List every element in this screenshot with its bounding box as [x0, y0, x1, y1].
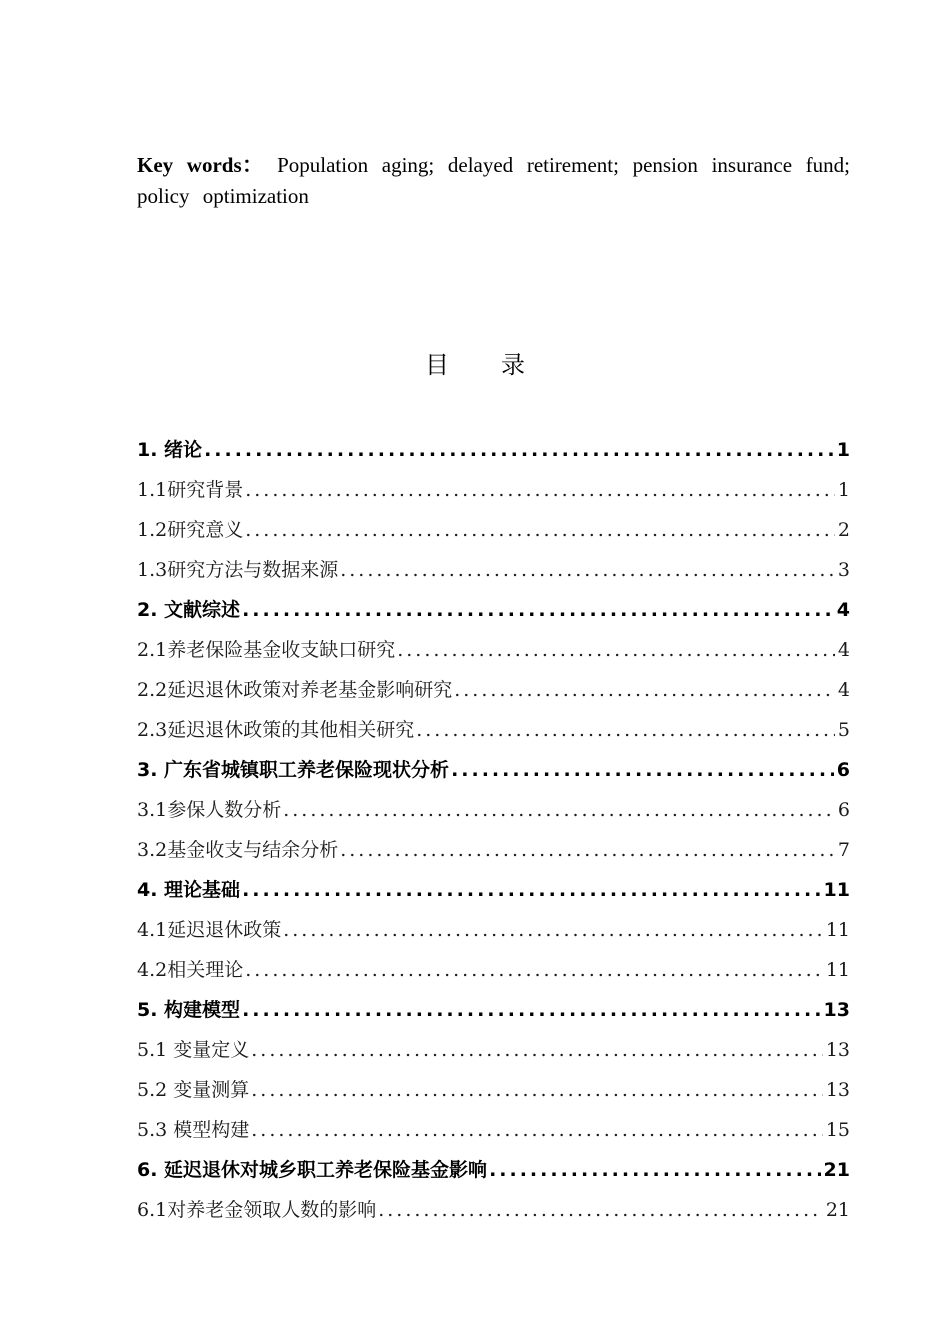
toc-entry-page: 13: [823, 999, 850, 1021]
toc-section-entry[interactable]: [137, 910, 850, 950]
toc-entry-title: 1.1研究背景: [137, 479, 244, 501]
keywords-paragraph: [137, 150, 850, 212]
toc-entry-page: 6: [836, 759, 850, 781]
keywords-label: Key words：: [137, 153, 264, 177]
toc-title: 目录: [425, 351, 577, 379]
toc-section-entry[interactable]: [137, 830, 850, 870]
toc-entry-title: 3.2基金收支与结余分析: [137, 839, 339, 861]
toc-dot-leader: [245, 510, 835, 550]
toc-section-entry[interactable]: [137, 790, 850, 830]
toc-entry-page: 4: [837, 679, 850, 701]
toc-dot-leader: [242, 990, 820, 1030]
toc-entry-page: 4: [837, 639, 850, 661]
toc-chapter-entry[interactable]: [137, 870, 850, 910]
toc-entry-title: 5. 构建模型: [137, 999, 241, 1021]
toc-dot-leader: [251, 1070, 823, 1110]
toc-entry-page: 1: [837, 479, 850, 501]
toc-entry-title: 4. 理论基础: [137, 879, 241, 901]
toc-section-entry[interactable]: [137, 550, 850, 590]
toc-chapter-entry[interactable]: [137, 750, 850, 790]
toc-entry-title: 5.3 模型构建: [137, 1119, 250, 1141]
toc-dot-leader: [245, 470, 835, 510]
toc-entry-title: 1.2研究意义: [137, 519, 244, 541]
toc-section-entry[interactable]: [137, 950, 850, 990]
toc-entry-title: 2.1养老保险基金收支缺口研究: [137, 639, 396, 661]
toc-section-entry[interactable]: [137, 470, 850, 510]
toc-entry-page: 7: [837, 839, 850, 861]
toc-section-entry[interactable]: [137, 710, 850, 750]
toc-entry-page: 5: [837, 719, 850, 741]
toc-entry-page: 15: [825, 1119, 850, 1141]
toc-dot-leader: [397, 630, 835, 670]
toc-section-entry[interactable]: [137, 630, 850, 670]
toc-dot-leader: [251, 1110, 823, 1150]
toc-dot-leader: [454, 670, 835, 710]
toc-entry-page: 13: [825, 1079, 850, 1101]
toc-dot-leader: [251, 1030, 823, 1070]
toc-entry-page: 6: [837, 799, 850, 821]
toc-dot-leader: [340, 550, 835, 590]
toc-entry-page: 2: [837, 519, 850, 541]
toc-entry-title: 5.1 变量定义: [137, 1039, 250, 1061]
toc-entry-page: 11: [825, 959, 850, 981]
toc-section-entry[interactable]: [137, 1030, 850, 1070]
toc-entry-title: 3.1参保人数分析: [137, 799, 282, 821]
toc-dot-leader: [416, 710, 835, 750]
toc-dot-leader: [242, 590, 834, 630]
toc-entry-page: 21: [825, 1199, 850, 1221]
toc-entry-title: 1.3研究方法与数据来源: [137, 559, 339, 581]
toc-entry-page: 21: [823, 1159, 850, 1181]
toc-entry-page: 11: [823, 879, 850, 901]
toc-entry-title: 6. 延迟退休对城乡职工养老保险基金影响: [137, 1159, 488, 1181]
toc-entry-title: 5.2 变量测算: [137, 1079, 250, 1101]
toc-entry-title: 2. 文献综述: [137, 599, 241, 621]
toc-dot-leader: [204, 430, 834, 470]
toc-section-entry[interactable]: [137, 1190, 850, 1230]
toc-chapter-entry[interactable]: [137, 1150, 850, 1190]
toc-entry-page: 3: [837, 559, 850, 581]
keywords-text: Population aging; delayed retirement; pension insurance fund; policy optimization: [137, 153, 851, 208]
toc-dot-leader: [242, 870, 820, 910]
toc-section-entry[interactable]: [137, 1110, 850, 1150]
toc-entry-page: 1: [836, 439, 850, 461]
toc-section-entry[interactable]: [137, 510, 850, 550]
toc-dot-leader: [378, 1190, 823, 1230]
toc-entry-title: 6.1对养老金领取人数的影响: [137, 1199, 377, 1221]
toc-entry-page: 11: [825, 919, 850, 941]
toc-dot-leader: [283, 790, 835, 830]
toc-dot-leader: [489, 1150, 820, 1190]
toc-entry-page: 13: [825, 1039, 850, 1061]
toc-dot-leader: [283, 910, 823, 950]
toc-section-entry[interactable]: [137, 1070, 850, 1110]
toc-chapter-entry[interactable]: [137, 990, 850, 1030]
toc-entry-title: 2.2延迟退休政策对养老基金影响研究: [137, 679, 453, 701]
toc-entry-title: 4.1延迟退休政策: [137, 919, 282, 941]
toc-dot-leader: [245, 950, 823, 990]
toc-dot-leader: [451, 750, 834, 790]
toc-entry-title: 2.3延迟退休政策的其他相关研究: [137, 719, 415, 741]
toc-entry-page: 4: [836, 599, 850, 621]
toc-entry-title: 1. 绪论: [137, 439, 203, 461]
toc-chapter-entry[interactable]: [137, 430, 850, 470]
toc-entry-title: 4.2相关理论: [137, 959, 244, 981]
toc-section-entry[interactable]: [137, 670, 850, 710]
toc-chapter-entry[interactable]: [137, 590, 850, 630]
toc-dot-leader: [340, 830, 835, 870]
table-of-contents: [137, 430, 850, 1230]
toc-entry-title: 3. 广东省城镇职工养老保险现状分析: [137, 759, 450, 781]
